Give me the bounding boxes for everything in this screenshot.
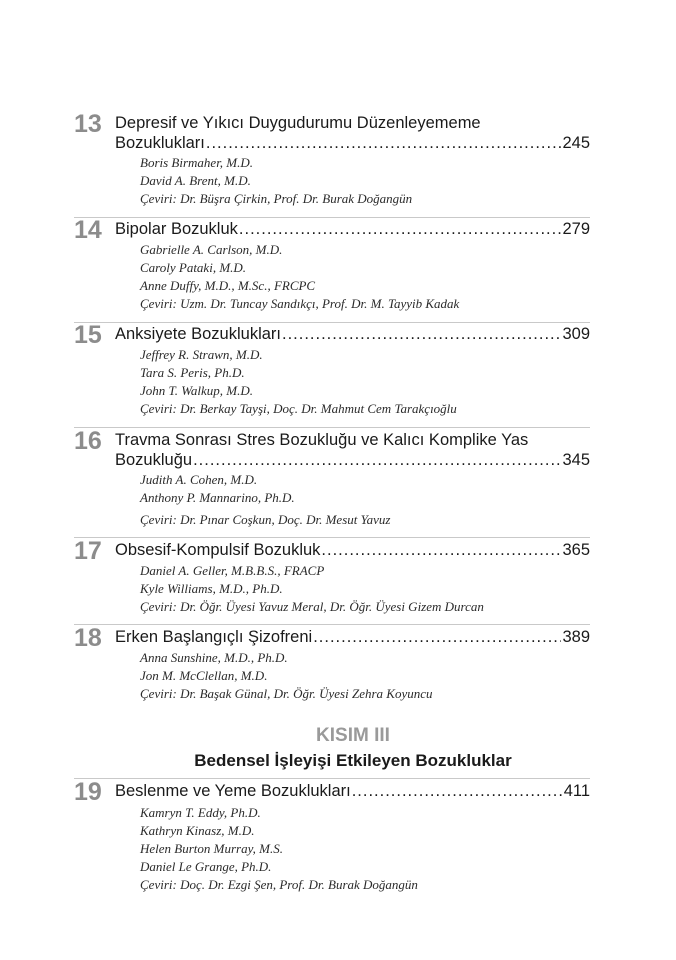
page-number: 365	[562, 541, 590, 559]
dot-leader	[239, 220, 562, 240]
author: Jon M. McClellan, M.D.	[140, 668, 268, 683]
author: David A. Brent, M.D.	[140, 173, 251, 188]
translators: Çeviri: Dr. Başak Günal, Dr. Öğr. Üyesi Zehra Koyuncu	[140, 686, 433, 701]
translators: Çeviri: Dr. Öğr. Üyesi Yavuz Meral, Dr. Öğr. Üyesi Gizem Durcan	[140, 599, 484, 614]
author: Daniel Le Grange, Ph.D.	[140, 859, 272, 874]
chapter-number: 14	[74, 216, 102, 244]
author: Anne Duffy, M.D., M.Sc., FRCPC	[140, 278, 316, 293]
chapter-title-line: Bozukluğu	[115, 450, 193, 469]
page-number: 279	[562, 220, 590, 238]
author: Helen Burton Murray, M.S.	[140, 841, 283, 856]
translators: Çeviri: Uzm. Dr. Tuncay Sandıkçı, Prof. Dr. M. Tayyib Kadak	[140, 296, 460, 311]
part-label: KISIM III	[316, 725, 390, 746]
author: Caroly Pataki, M.D.	[140, 260, 247, 275]
author-list	[140, 154, 640, 208]
chapter-title[interactable]	[115, 220, 590, 240]
author: Gabrielle A. Carlson, M.D.	[140, 242, 283, 257]
author: John T. Walkup, M.D.	[140, 383, 254, 398]
dot-leader	[193, 451, 561, 471]
divider	[74, 322, 590, 323]
author-list	[140, 241, 640, 313]
part-title: Bedensel İşleyişi Etkileyen Bozukluklar	[194, 751, 512, 770]
page-number: 389	[562, 628, 590, 646]
chapter-title-line: Depresif ve Yıkıcı Duygudurumu Düzenleyememe	[115, 114, 481, 132]
author: Jeffrey R. Strawn, M.D.	[140, 347, 263, 362]
author-list	[140, 346, 640, 418]
author: Anthony P. Mannarino, Ph.D.	[140, 490, 295, 505]
translators: Çeviri: Dr. Berkay Tayşi, Doç. Dr. Mahmut Cem Tarakçıoğlu	[140, 401, 457, 416]
translators: Çeviri: Doç. Dr. Ezgi Şen, Prof. Dr. Burak Doğangün	[140, 877, 418, 892]
author-list	[140, 471, 640, 529]
page-number: 309	[562, 325, 590, 343]
author: Boris Birmaher, M.D.	[140, 155, 254, 170]
divider	[74, 217, 590, 218]
author: Kyle Williams, M.D., Ph.D.	[140, 581, 283, 596]
chapter-title-line: Beslenme ve Yeme Bozuklukları	[115, 782, 351, 800]
chapter-number: 17	[74, 537, 102, 565]
translators: Çeviri: Dr. Pınar Coşkun, Doç. Dr. Mesut Yavuz	[140, 512, 391, 527]
chapter-number: 15	[74, 321, 102, 349]
chapter-title[interactable]	[115, 541, 590, 561]
dot-leader	[321, 541, 561, 561]
author-list	[140, 562, 640, 616]
divider	[74, 537, 590, 538]
page-number: 245	[562, 133, 590, 152]
page-number: 345	[562, 450, 590, 469]
author: Daniel A. Geller, M.B.B.S., FRACP	[140, 563, 325, 578]
author: Anna Sunshine, M.D., Ph.D.	[140, 650, 288, 665]
dot-leader	[313, 628, 561, 648]
chapter-title-line: Bipolar Bozukluk	[115, 220, 238, 238]
page-number: 411	[563, 782, 590, 800]
chapter-number: 19	[74, 778, 102, 806]
chapter-title-line: Bozuklukları	[115, 133, 205, 152]
chapter-title-line: Obsesif-Kompulsif Bozukluk	[115, 541, 321, 559]
translators: Çeviri: Dr. Büşra Çirkin, Prof. Dr. Burak Doğangün	[140, 191, 413, 206]
chapter-number: 13	[74, 110, 102, 138]
author: Judith A. Cohen, M.D.	[140, 472, 258, 487]
chapter-title-line: Erken Başlangıçlı Şizofreni	[115, 628, 313, 646]
author: Tara S. Peris, Ph.D.	[140, 365, 245, 380]
chapter-title[interactable]	[115, 431, 590, 470]
divider	[74, 427, 590, 428]
chapter-number: 16	[74, 427, 102, 455]
author: Kathryn Kinasz, M.D.	[140, 823, 255, 838]
chapter-title-line: Anksiyete Bozuklukları	[115, 325, 281, 343]
dot-leader	[282, 325, 561, 345]
author-list	[140, 649, 640, 703]
dot-leader	[206, 134, 562, 154]
author: Kamryn T. Eddy, Ph.D.	[140, 805, 261, 820]
author-list	[140, 804, 640, 894]
chapter-title[interactable]	[115, 782, 590, 802]
chapter-title[interactable]	[115, 114, 590, 153]
chapter-title-line: Travma Sonrası Stres Bozukluğu ve Kalıcı Komplike Yas	[115, 431, 529, 449]
chapter-title[interactable]	[115, 628, 590, 648]
chapter-number: 18	[74, 624, 102, 652]
divider	[74, 778, 590, 779]
dot-leader	[352, 782, 563, 802]
divider	[74, 624, 590, 625]
chapter-title[interactable]	[115, 325, 590, 345]
